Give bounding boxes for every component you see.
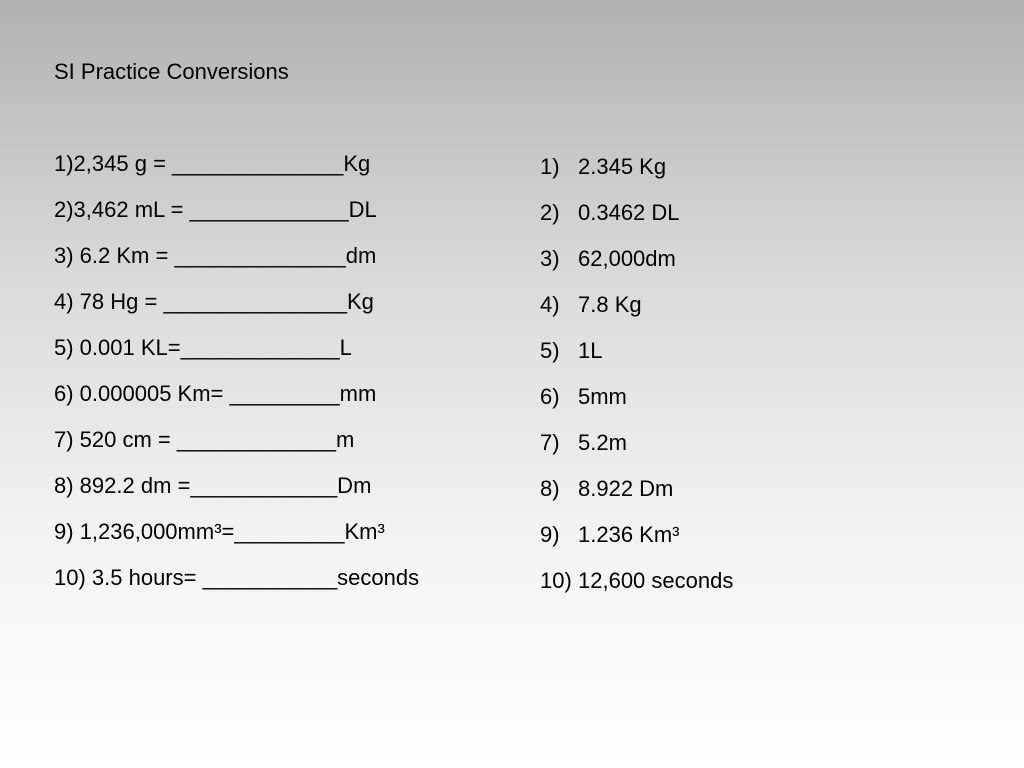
answer-text: 12,600 seconds: [578, 568, 734, 593]
answer-text: 8.922 Dm: [578, 476, 674, 501]
answer-number: 5): [540, 338, 560, 363]
answer-number: 10): [540, 568, 572, 593]
answer-item: [540, 567, 733, 613]
answer-number: 1): [540, 154, 560, 179]
question-item: 2)3,462 mL = _____________DL: [54, 197, 377, 222]
answer-item: [540, 291, 733, 337]
answer-number: 3): [540, 246, 560, 271]
answer-number: 6): [540, 384, 560, 409]
question-item: 1)2,345 g = ______________Kg: [54, 151, 371, 176]
question-item: 8) 892.2 dm =____________Dm: [54, 473, 372, 498]
answers-list: [540, 153, 733, 613]
question-item: 5) 0.001 KL=_____________L: [54, 335, 352, 360]
answer-item: [540, 383, 733, 429]
answer-item: [540, 337, 733, 383]
question-item: 3) 6.2 Km = ______________dm: [54, 243, 377, 268]
answer-item: [540, 199, 733, 245]
answer-number: 4): [540, 292, 560, 317]
question-item: 4) 78 Hg = _______________Kg: [54, 289, 374, 314]
question-item: 6) 0.000005 Km= _________mm: [54, 381, 377, 406]
answer-text: 62,000dm: [578, 246, 676, 271]
question-item: 9) 1,236,000mm³=_________Km³: [54, 519, 385, 544]
answer-text: 5mm: [578, 384, 627, 409]
slide-title: SI Practice Conversions: [54, 59, 289, 84]
answer-number: 7): [540, 430, 560, 455]
answer-text: 5.2m: [578, 430, 627, 455]
question-item: 7) 520 cm = _____________m: [54, 427, 355, 452]
questions-list: [54, 150, 419, 610]
answer-item: [540, 521, 733, 567]
answer-item: [540, 245, 733, 291]
answer-item: [540, 429, 733, 475]
answer-text: 7.8 Kg: [578, 292, 642, 317]
answer-text: 2.345 Kg: [578, 154, 667, 179]
answer-text: 1L: [578, 338, 603, 363]
answer-number: 2): [540, 200, 560, 225]
answer-number: 9): [540, 522, 560, 547]
answer-text: 0.3462 DL: [578, 200, 680, 225]
question-item: 10) 3.5 hours= ___________seconds: [54, 565, 420, 590]
answer-text: 1.236 Km³: [578, 522, 680, 547]
answer-number: 8): [540, 476, 560, 501]
answer-item: [540, 475, 733, 521]
answer-item: [540, 153, 733, 199]
